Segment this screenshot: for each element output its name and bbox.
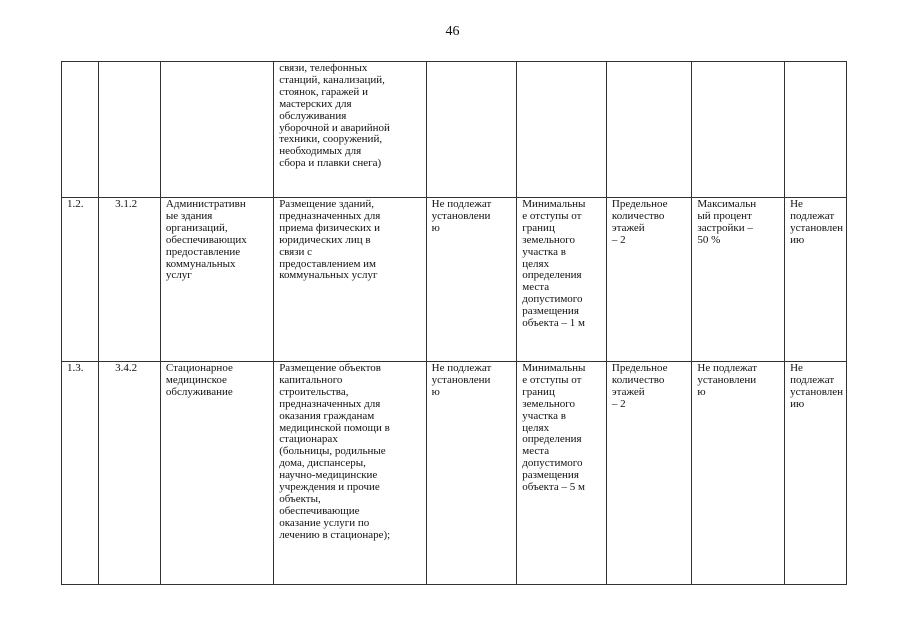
cell-text-line: земельного — [522, 397, 575, 410]
cell-text-line: необходимых для — [279, 145, 362, 158]
use-type-name-cell — [160, 362, 273, 585]
cell-text-line: количество — [611, 373, 665, 386]
floors-cell — [606, 62, 692, 198]
cell-text-line: оказания гражданам — [279, 409, 375, 422]
cell-text-line: ю — [431, 221, 440, 234]
coverage-cell — [692, 362, 785, 585]
use-description-cell — [274, 362, 426, 585]
cell-text-line: предназначенных для — [279, 397, 381, 410]
cell-text-line: – 2 — [611, 397, 626, 410]
cell-text-line: объекта – 1 м — [522, 317, 585, 330]
cell-text-line: юридических лиц в — [279, 233, 371, 246]
cell-text-line: ию — [790, 233, 805, 246]
cell-text-line: Предельное — [611, 362, 668, 374]
cell-text-line: дома, диспансеры, — [279, 457, 366, 470]
plot-size-cell — [426, 362, 517, 585]
cell-text-line: Предельное — [611, 198, 668, 210]
cell-text-line: стационарах — [279, 433, 338, 446]
plot-size-cell — [426, 62, 517, 198]
classifier-code-cell: 3.1.2 — [99, 198, 161, 362]
cell-text-line: предоставлением им — [279, 257, 377, 270]
cell-text-line: организаций, — [165, 221, 228, 234]
coverage-cell — [692, 198, 785, 362]
cell-text-line: услуг — [165, 269, 192, 282]
cell-text-line: допустимого — [522, 293, 583, 306]
floors-cell — [606, 362, 692, 585]
cell-text-line: установлени — [431, 373, 491, 386]
cell-text-line: станций, канализаций, — [279, 73, 385, 86]
cell-text-line: определения — [522, 269, 582, 282]
cell-text-line: оказание услуги по — [279, 516, 370, 529]
cell-text-line: связи, телефонных — [279, 62, 368, 74]
use-type-name-cell — [160, 198, 273, 362]
cell-text-line: Не подлежат — [697, 362, 758, 374]
table-row — [62, 62, 847, 198]
cell-text-line: (больницы, родильные — [279, 445, 386, 458]
plot-size-cell — [426, 198, 517, 362]
cell-text-line: этажей — [611, 385, 645, 398]
cell-text-line: установлен — [790, 221, 844, 234]
cell-text-line: подлежат — [790, 373, 835, 386]
cell-text-line: установлен — [790, 385, 844, 398]
row-number-cell — [62, 62, 99, 198]
cell-text-line: целях — [522, 257, 550, 270]
cell-text-line: этажей — [611, 221, 645, 234]
cell-text-line: е отступы от — [522, 373, 582, 386]
regulations-table — [61, 61, 847, 585]
cell-text-line: приема физических и — [279, 221, 381, 234]
cell-text-line: обслуживания — [279, 109, 347, 122]
cell-text-line: ю — [697, 385, 706, 398]
use-description-cell — [274, 62, 426, 198]
cell-text-line: предназначенных для — [279, 209, 381, 222]
cell-text-line: определения — [522, 433, 582, 446]
cell-text-line: установлени — [697, 373, 757, 386]
cell-text-line: размещения — [522, 305, 579, 318]
cell-text-line: подлежат — [790, 209, 835, 222]
cell-text-line: научно-медицинские — [279, 469, 378, 482]
cell-text-line: ый процент — [697, 209, 752, 222]
use-description-cell — [274, 198, 426, 362]
cell-text-line: ые здания — [165, 209, 213, 222]
cell-text-line: техники, сооружений, — [279, 133, 383, 146]
cell-text-line: Максимальн — [697, 198, 757, 210]
cell-text-line: Размещение зданий, — [279, 198, 375, 210]
cell-text-line: Не подлежат — [431, 362, 492, 374]
floors-cell — [606, 198, 692, 362]
cell-text-line: 50 % — [697, 233, 721, 246]
cell-text-line: Минимальны — [522, 198, 586, 210]
cell-text-line: места — [522, 281, 550, 294]
cell-text-line: ю — [431, 385, 440, 398]
cell-text-line: установлени — [431, 209, 491, 222]
cell-text-line: границ — [522, 221, 555, 234]
cell-text-line: ию — [790, 397, 805, 410]
cell-text-line: количество — [611, 209, 665, 222]
cell-text-line: объекты, — [279, 492, 321, 505]
cell-text-line: стоянок, гаражей и — [279, 85, 368, 98]
cell-text-line: обслуживание — [165, 385, 233, 398]
other-params-cell — [785, 62, 847, 198]
cell-text-line: Не — [790, 362, 803, 374]
cell-text-line: места — [522, 445, 550, 458]
cell-text-line: допустимого — [522, 457, 583, 470]
cell-text-line: строительства, — [279, 385, 349, 398]
cell-text-line: Не — [790, 198, 803, 210]
row-number-cell: 1.3. — [62, 362, 99, 585]
cell-text-line: Размещение объектов — [279, 362, 381, 374]
classifier-code-cell — [99, 62, 161, 198]
other-params-cell — [785, 198, 847, 362]
cell-text-line: коммунальных — [165, 257, 236, 270]
cell-text-line: обеспечивающих — [165, 233, 247, 246]
cell-text-line: участка в — [522, 409, 566, 422]
cell-text-line: застройки – — [697, 221, 753, 234]
cell-text-line: лечению в стационаре); — [279, 528, 391, 541]
cell-text-line: предоставление — [165, 245, 241, 258]
cell-text-line: Минимальны — [522, 362, 586, 374]
cell-text-line: мастерских для — [279, 97, 352, 110]
cell-text-line: коммунальных услуг — [279, 269, 378, 282]
use-type-name-cell — [160, 62, 273, 198]
cell-text-line: уборочной и аварийной — [279, 121, 390, 134]
cell-text-line: е отступы от — [522, 209, 582, 222]
cell-text-line: целях — [522, 421, 550, 434]
page-number: 46 — [445, 24, 460, 39]
setback-cell — [517, 62, 607, 198]
cell-text-line: – 2 — [611, 233, 626, 246]
coverage-cell — [692, 62, 785, 198]
classifier-code-cell: 3.4.2 — [99, 362, 161, 585]
row-number-cell: 1.2. — [62, 198, 99, 362]
cell-text-line: объекта – 5 м — [522, 481, 585, 494]
cell-text-line: участка в — [522, 245, 566, 258]
setback-cell — [517, 362, 607, 585]
cell-text-line: земельного — [522, 233, 575, 246]
cell-text-line: Стационарное — [165, 362, 233, 374]
table-row — [62, 198, 847, 362]
cell-text-line: границ — [522, 385, 555, 398]
cell-text-line: капитального — [279, 373, 343, 386]
cell-text-line: медицинское — [165, 373, 227, 386]
cell-text-line: медицинской помощи в — [279, 421, 390, 434]
cell-text-line: Административн — [165, 198, 246, 210]
cell-text-line: размещения — [522, 469, 579, 482]
cell-text-line: обеспечивающие — [279, 504, 360, 517]
table-row — [62, 362, 847, 585]
setback-cell — [517, 198, 607, 362]
other-params-cell — [785, 362, 847, 585]
cell-text-line: сбора и плавки снега) — [279, 157, 382, 170]
cell-text-line: учреждения и прочие — [279, 481, 380, 494]
cell-text-line: Не подлежат — [431, 198, 492, 210]
cell-text-line: связи с — [279, 245, 313, 258]
